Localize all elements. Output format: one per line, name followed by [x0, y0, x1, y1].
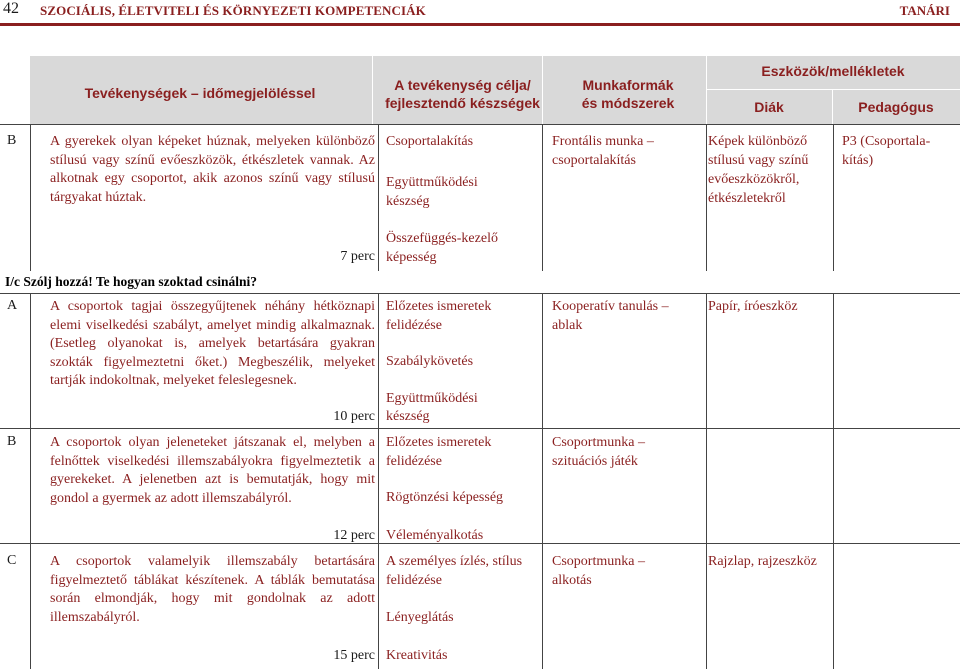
header-divider [832, 90, 833, 124]
page-title: SZOCIÁLIS, ÉLETVITELI ÉS KÖRNYEZETI KOMPETENCIÁK [40, 3, 426, 18]
goal-text: Együttműködési [386, 391, 478, 406]
method-text: Csoportmunka – [552, 435, 645, 450]
activity-text: A csoportok valamelyik illemszabály betartására figyelmeztető táblákat készítenek. A táblák bemutatása során elmondják, hogy mit gondolnak az adott illemszabályról. [50, 554, 375, 625]
col-activities-header: Tevékenységek – időmegjelöléssel [84, 85, 316, 101]
row-label: B [7, 133, 17, 148]
goal-text: Rögtönzési képesség [386, 490, 504, 505]
goal-text: Összefüggés-kezelő [386, 231, 498, 246]
goal-text: Csoportalakítás [386, 134, 474, 149]
goal-text: Lényeglátás [386, 610, 454, 625]
activity-time: 10 perc [333, 409, 375, 424]
activity-time: 12 perc [333, 528, 375, 543]
row-label: A [7, 298, 18, 313]
teacher-tools-text: kítás) [842, 153, 874, 168]
method-text: Frontális munka – [552, 134, 654, 149]
subsection-title: I/c Szólj hozzá! Te hogyan szoktad csinálni? [5, 274, 258, 289]
student-tools-text: étkészletekről [708, 191, 786, 206]
method-text: Csoportmunka – [552, 554, 645, 569]
activity-time: 7 perc [340, 249, 375, 264]
row-label: C [7, 553, 17, 568]
col-method-header-line2: és módszerek [581, 95, 675, 111]
grid-line [542, 124, 543, 669]
col-teacher-header: Pedagógus [858, 99, 934, 115]
table-header [30, 56, 960, 124]
goal-text: A személyes ízlés, stílus [386, 554, 523, 569]
goal-text: felidézése [386, 318, 442, 333]
header-rule [0, 23, 960, 26]
grid-line [833, 124, 834, 669]
student-tools-text: Képek különböző [708, 134, 808, 149]
student-tools-text: stílusú vagy színű [708, 153, 809, 168]
grid-line [30, 293, 31, 669]
grid-line [0, 428, 960, 429]
goal-text: készség [386, 409, 430, 424]
col-tools-header: Eszközök/mellékletek [761, 63, 905, 79]
col-method-header-line1: Munkaformák [582, 77, 674, 93]
method-text: alkotás [552, 573, 592, 588]
page-number: 42 [3, 0, 19, 17]
goal-text: felidézése [386, 454, 442, 469]
goal-text: Együttműködési [386, 175, 478, 190]
goal-text: képesség [386, 250, 437, 265]
method-text: szituációs játék [552, 454, 638, 469]
goal-text: készség [386, 194, 430, 209]
grid-line [0, 293, 960, 294]
student-tools-text: evőeszközökről, [708, 172, 800, 187]
activity-text: A csoportok tagjai összegyűjtenek néhány hétköznapi elemi viselkedési szabályt, amelyet mindig alkalmaznak. (Esetleg olyanokat is, amelyek betartására gyakran szokták figyelmeztetni őket.) Megbeszélik, melyeket tartják indokoltnak, melyeket feleslegesnek. [50, 299, 375, 388]
method-text: Kooperatív tanulás – [552, 299, 669, 314]
student-tools-text: Papír, íróeszköz [708, 299, 798, 314]
page-header [0, 0, 960, 24]
header-divider [706, 89, 960, 90]
grid-line [706, 124, 707, 669]
goal-text: Véleményalkotás [386, 528, 484, 543]
method-text: ablak [552, 318, 583, 333]
page-tag: TANÁRI [899, 3, 950, 18]
grid-line [0, 124, 960, 125]
goal-text: Kreativitás [386, 648, 448, 663]
goal-text: Szabálykövetés [386, 354, 474, 369]
goal-text: felidézése [386, 573, 442, 588]
teacher-tools-text: P3 (Csoportala- [842, 134, 931, 149]
col-student-header: Diák [754, 99, 784, 115]
grid-line [378, 124, 379, 669]
header-divider [542, 56, 543, 124]
activity-text: A csoportok olyan jeleneteket játszanak el, melyben a felnőttek viselkedési illemszabályokra figyelmeztetik a gyerekeket. A jelenetben azt is bemutatják, hogy mit gondol a gyermek az adott illemszabályról. [50, 435, 375, 506]
method-text: csoportalakítás [552, 153, 636, 168]
col-goal-header-line1: A tevékenység célja/ [394, 77, 531, 93]
grid-line [30, 124, 31, 271]
header-divider [372, 56, 373, 124]
header-divider [706, 56, 707, 124]
activity-text: A gyerekek olyan képeket húznak, melyeken különböző stílusú vagy színű evőeszközök, étkészletek vannak. Az alkotnak egy csoportot, akik azonos színű vagy stílusú tárgyakat húztak. [50, 134, 375, 205]
activity-time: 15 perc [333, 648, 375, 663]
student-tools-text: Rajzlap, rajzeszköz [708, 554, 817, 569]
row-label: B [7, 434, 17, 449]
col-goal-header-line2: fejlesztendő készségek [385, 95, 540, 111]
goal-text: Előzetes ismeretek [386, 299, 492, 314]
goal-text: Előzetes ismeretek [386, 435, 492, 450]
